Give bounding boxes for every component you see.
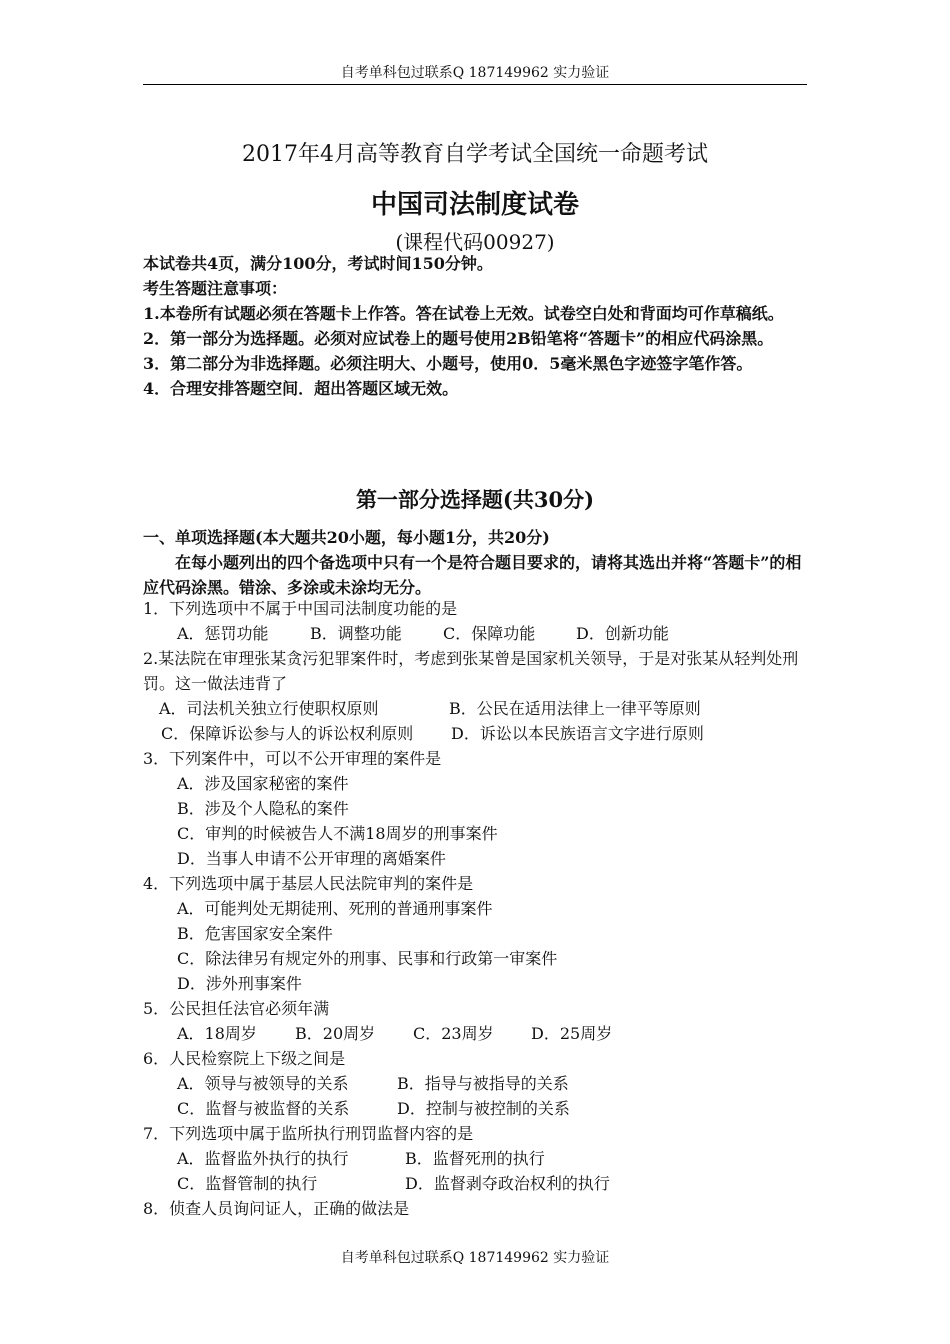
option: C．监督管制的执行 [177,1174,318,1193]
question-stem: 8．侦查人员询问证人，正确的做法是 [143,1199,410,1218]
option: C．23周岁 [413,1024,494,1043]
section-instruction: 在每小题列出的四个备选项中只有一个是符合题目要求的，请将其选出并将“答题卡”的相应代码涂黑。错涂、多涂或未涂均无分。 [143,553,802,597]
option-row [143,1021,810,1046]
option: A．司法机关独立行使职权原则 [159,699,379,718]
question-stem: 2.某法院在审理张某贪污犯罪案件时，考虑到张某曾是国家机关领导，于是对张某从轻判处刑罚。这一做法违背了 [143,649,799,693]
option-row [143,696,810,721]
part-title: 第一部分选择题(共30分) [355,487,595,512]
option-row [143,1171,810,1196]
option-row [143,1071,810,1096]
exam-title: 2017年4月高等教育自学考试全国统一命题考试 [242,142,708,167]
option: A．惩罚功能 [177,624,269,643]
section-one [143,525,810,600]
option: A．监督监外执行的执行 [177,1149,349,1168]
notice-item: 2．第一部分为选择题。必须对应试卷上的题号使用2B铅笔将“答题卡”的相应代码涂黑。 [143,329,774,348]
option: A．领导与被领导的关系 [177,1074,349,1093]
option-row [143,1096,810,1121]
notice-item: 4．合理安排答题空间．超出答题区域无效。 [143,379,459,398]
option: C．保障诉讼参与人的诉讼权利原则 [161,724,414,743]
option: A．18周岁 [177,1024,257,1043]
option: D．涉外刑事案件 [177,974,302,993]
option: B．危害国家安全案件 [177,924,333,943]
notice-item: 1.本卷所有试题必须在答题卡上作答。答在试卷上无效。试卷空白处和背面均可作草稿纸。 [143,304,784,323]
option: C．除法律另有规定外的刑事、民事和行政第一审案件 [177,949,558,968]
option: B．涉及个人隐私的案件 [177,799,349,818]
question-stem: 4．下列选项中属于基层人民法院审判的案件是 [143,874,474,893]
course-code: (课程代码00927) [395,230,555,254]
option: D．25周岁 [531,1024,613,1043]
option: B．监督死刑的执行 [405,1149,545,1168]
option: D．当事人申请不公开审理的离婚案件 [177,849,446,868]
notice-item: 3．第二部分为非选择题。必须注明大、小题号，使用0．5毫米黑色字迹签字笔作答。 [143,354,753,373]
option-row [143,721,810,746]
header-divider [143,84,807,85]
option: A．涉及国家秘密的案件 [177,774,349,793]
option: C．审判的时候被告人不满18周岁的刑事案件 [177,824,498,843]
option: B．指导与被指导的关系 [397,1074,569,1093]
option: C．监督与被监督的关系 [177,1099,350,1118]
notice-heading: 考生答题注意事项： [143,279,288,298]
option: B．调整功能 [310,624,402,643]
option: C．保障功能 [443,624,536,643]
option: D．创新功能 [576,624,669,643]
question-stem: 7．下列选项中属于监所执行刑罚监督内容的是 [143,1124,474,1143]
question-stem: 1．下列选项中不属于中国司法制度功能的是 [143,599,458,618]
exam-notice [143,251,810,401]
question-stem: 5．公民担任法官必须年满 [143,999,330,1018]
option: B．公民在适用法律上一律平等原则 [449,699,701,718]
page-footer-text: 自考单科包过联系Q 187149962 实力验证 [340,1250,610,1266]
question-stem: 6．人民检察院上下级之间是 [143,1049,346,1068]
option-row [143,621,810,646]
option: D．监督剥夺政治权利的执行 [405,1174,610,1193]
question-list [143,596,810,1221]
option: D．控制与被控制的关系 [397,1099,570,1118]
page-header-text: 自考单科包过联系Q 187149962 实力验证 [340,65,610,81]
section-heading: 一、单项选择题(本大题共20小题，每小题1分，共20分) [143,528,550,547]
option: D．诉讼以本民族语言文字进行原则 [451,724,704,743]
question-stem: 3．下列案件中，可以不公开审理的案件是 [143,749,442,768]
notice-summary: 本试卷共4页，满分100分，考试时间150分钟。 [143,254,493,273]
paper-title: 中国司法制度试卷 [370,190,579,220]
option: A．可能判处无期徒刑、死刑的普通刑事案件 [177,899,493,918]
option-row [143,1146,810,1171]
option: B．20周岁 [295,1024,376,1043]
